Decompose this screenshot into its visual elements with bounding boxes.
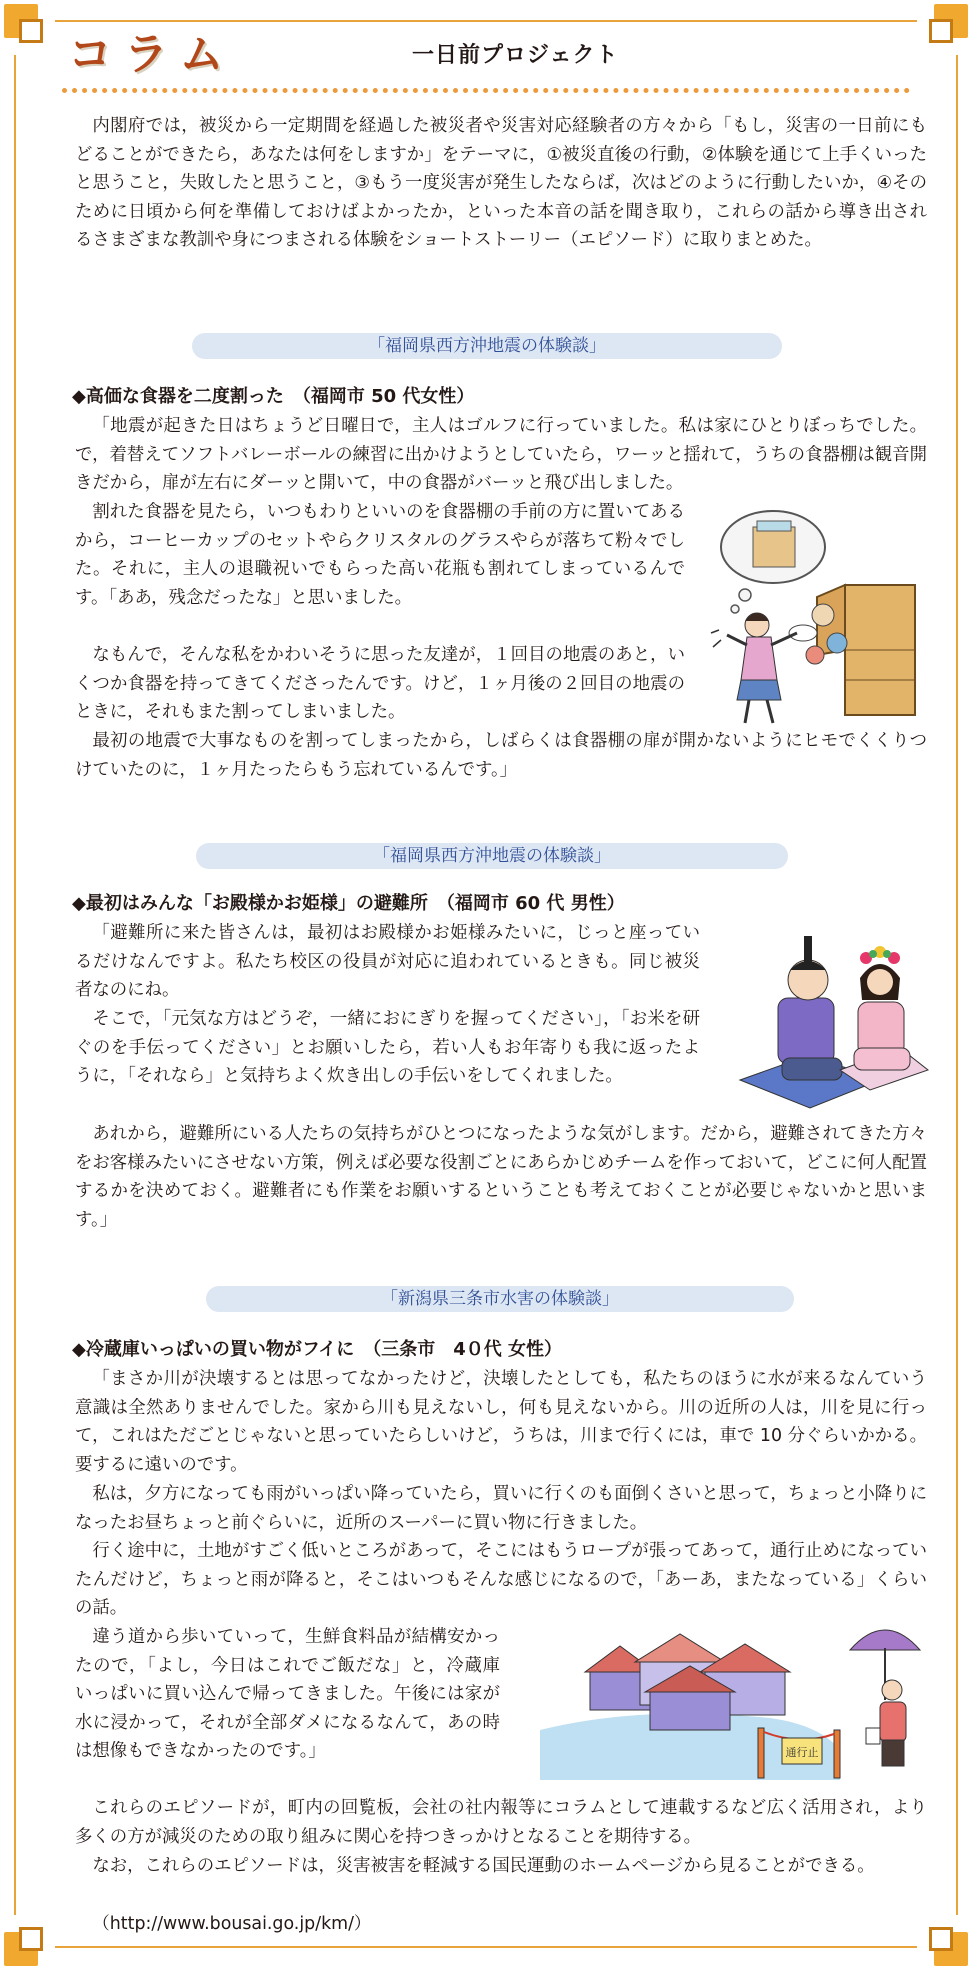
story1-paragraph-1: 「地震が起きた日はちょうど日曜日で，主人はゴルフに行っていました。私は家にひとりぼっちでした。で，着替えてソフトバレーボールの練習に出かけようとしていたら，ワーッと揺れて，うちの食器棚は観音開きだから，扉が左右にダーッと開いて，中の食器がバーッと飛び出しました。 — [75, 416, 927, 493]
road-closed-sign: 通行止 — [785, 1746, 819, 1759]
story1-paragraph-3: なもんで，そんな私をかわいそうに思った友達が，１回目の地震のあと，いくつか食器を持ってきてくださったんです。けど，１ヶ月後の２回目の地震のときに，それもまた割ってしまいました。 — [75, 645, 685, 722]
frame-left-line — [14, 55, 16, 1915]
intro-paragraph: 内閣府では，被災から一定期間を経過した被災者や災害対応経験者の方々から「もし，災害の一日前にもどることができたら，あなたは何をしますか」をテーマに，①被災直後の行動，②体験を通じて上手くいったと思うこと，失敗したと思うこと，③もう一度災害が発生したならば，次はどのように行動したいか，④そのために日頃から何を準備しておけばよかったか，といった本音の話を聞き取り，これらの話から導き出されるさまざまな教訓や身につまされる体験をショートストーリー（エピソード）に取りまとめた。 — [75, 116, 927, 250]
story2-paragraph-3: あれから，避難所にいる人たちの気持ちがひとつになったような気がします。だから，避難されてきた方々をお客様みたいにさせない方策，例えば必要な役割ごとにあらかじめチームを作っておいて，どこに何人配置するかを決めておく。避難者にも作業をお願いするということも考えておくことが必要じゃないかと思います。」 — [75, 1124, 927, 1230]
story3-paragraph-2: 私は，夕方になっても雨がいっぱい降っていたら，買いに行くのも面倒くさいと思って，ちょっと小降りになったお昼ちょっと前ぐらいに，近所のスーパーに買い物に行きました。 — [75, 1484, 927, 1533]
corner-ornament-icon — [4, 4, 48, 48]
story2-paragraph-2: そこで，「元気な方はどうぞ，一緒におにぎりを握ってください」，「お米を研ぐのを手伝ってください」とお願いしたら，若い人もお年寄りも我に返ったように，「それなら」と気持ちよく炊き出しの手伝いをしてくれました。 — [75, 1009, 700, 1086]
story1-paragraph-4: 最初の地震で大事なものを割ってしまったから，しばらくは食器棚の扉が開かないようにヒモでくくりつけていたのに，１ヶ月たったらもう忘れているんです。」 — [75, 731, 927, 780]
closing-paragraph-2: なお，これらのエピソードは，災害被害を軽減する国民運動のホームページから見ることができる。 — [92, 1856, 875, 1876]
story3-paragraph-3: 行く途中に，土地がすごく低いところがあって，そこにはもうロープが張ってあって，通行止めになっていたんだけど，ちょっと雨が降ると，そこはいつもそんな感じになるので，「あーあ，またなっている」くらいの話。 — [75, 1541, 927, 1618]
story3-paragraph-1: 「まさか川が決壊するとは思ってなかったけど，決壊したとしても，私たちのほうに水が来るなんていう意識は全然ありませんでした。家から川も見えないし，何も見えないから。川の近所の人は，川を見に行って，これはただごとじゃないと思っていたらしいけど，うちは，川まで行くには，車で 10 分ぐらいかかる。要するに遠いのです。 — [75, 1369, 927, 1475]
source-url: （http://www.bousai.go.jp/km/） — [92, 1914, 372, 1934]
corner-ornament-icon — [924, 4, 968, 48]
story3-heading: ◆冷蔵庫いっぱいの買い物がフイに （三条市 4０代 女性） — [72, 1339, 563, 1360]
closing-paragraph-1: これらのエピソードが，町内の回覧板，会社の社内報等にコラムとして連載するなど広く活用され，より多くの方が減災のための取り組みに関心を持つきっかけとなることを期待する。 — [75, 1798, 927, 1847]
frame-bottom-line — [55, 1946, 917, 1948]
story3-paragraph-4: 違う道から歩いていって，生鮮食料品が結構安かったので，「よし，今日はこれでご飯だな」と，冷蔵庫いっぱいに買い込んで帰ってきました。午後には家が水に浸かって，それが全部ダメになるなんて，あの時は想像もできなかったのです。」 — [75, 1627, 500, 1761]
story2-heading: ◆最初はみんな「お殿様かお姫様」の避難所 （福岡市 60 代 男性） — [72, 893, 625, 914]
earthquake-house-illustration-icon — [705, 505, 930, 735]
page-title: 一日前プロジェクト — [412, 43, 619, 68]
story2-banner: 「福岡県西方沖地震の体験談」 — [196, 843, 788, 869]
story1-banner: 「福岡県西方沖地震の体験談」 — [192, 333, 782, 359]
flooded-town-illustration-icon — [520, 1610, 930, 1790]
story1-heading: ◆高価な食器を二度割った （福岡市 50 代女性） — [72, 386, 475, 407]
corner-ornament-icon — [924, 1922, 968, 1966]
corner-ornament-icon — [4, 1922, 48, 1966]
story2-paragraph-1: 「避難所に来た皆さんは，最初はお殿様かお姫様みたいに，じっと座っているだけなんですよ。私たち校区の役員が対応に追われているときも。同じ被災者なのにね。 — [75, 923, 700, 1000]
story3-banner: 「新潟県三条市水害の体験談」 — [206, 1286, 794, 1312]
frame-right-line — [956, 55, 958, 1915]
evacuees-lord-princess-illustration-icon — [730, 930, 930, 1120]
dotted-divider — [62, 88, 910, 93]
column-label: コラム — [68, 29, 236, 80]
story1-paragraph-2: 割れた食器を見たら，いつもわりといいのを食器棚の手前の方に置いてあるから，コーヒーカップのセットやらクリスタルのグラスやらが落ちて粉々でした。それに，主人の退職祝いでもらった高い花瓶も割れてしまっているんです。「ああ，残念だったな」と思いました。 — [75, 502, 685, 608]
